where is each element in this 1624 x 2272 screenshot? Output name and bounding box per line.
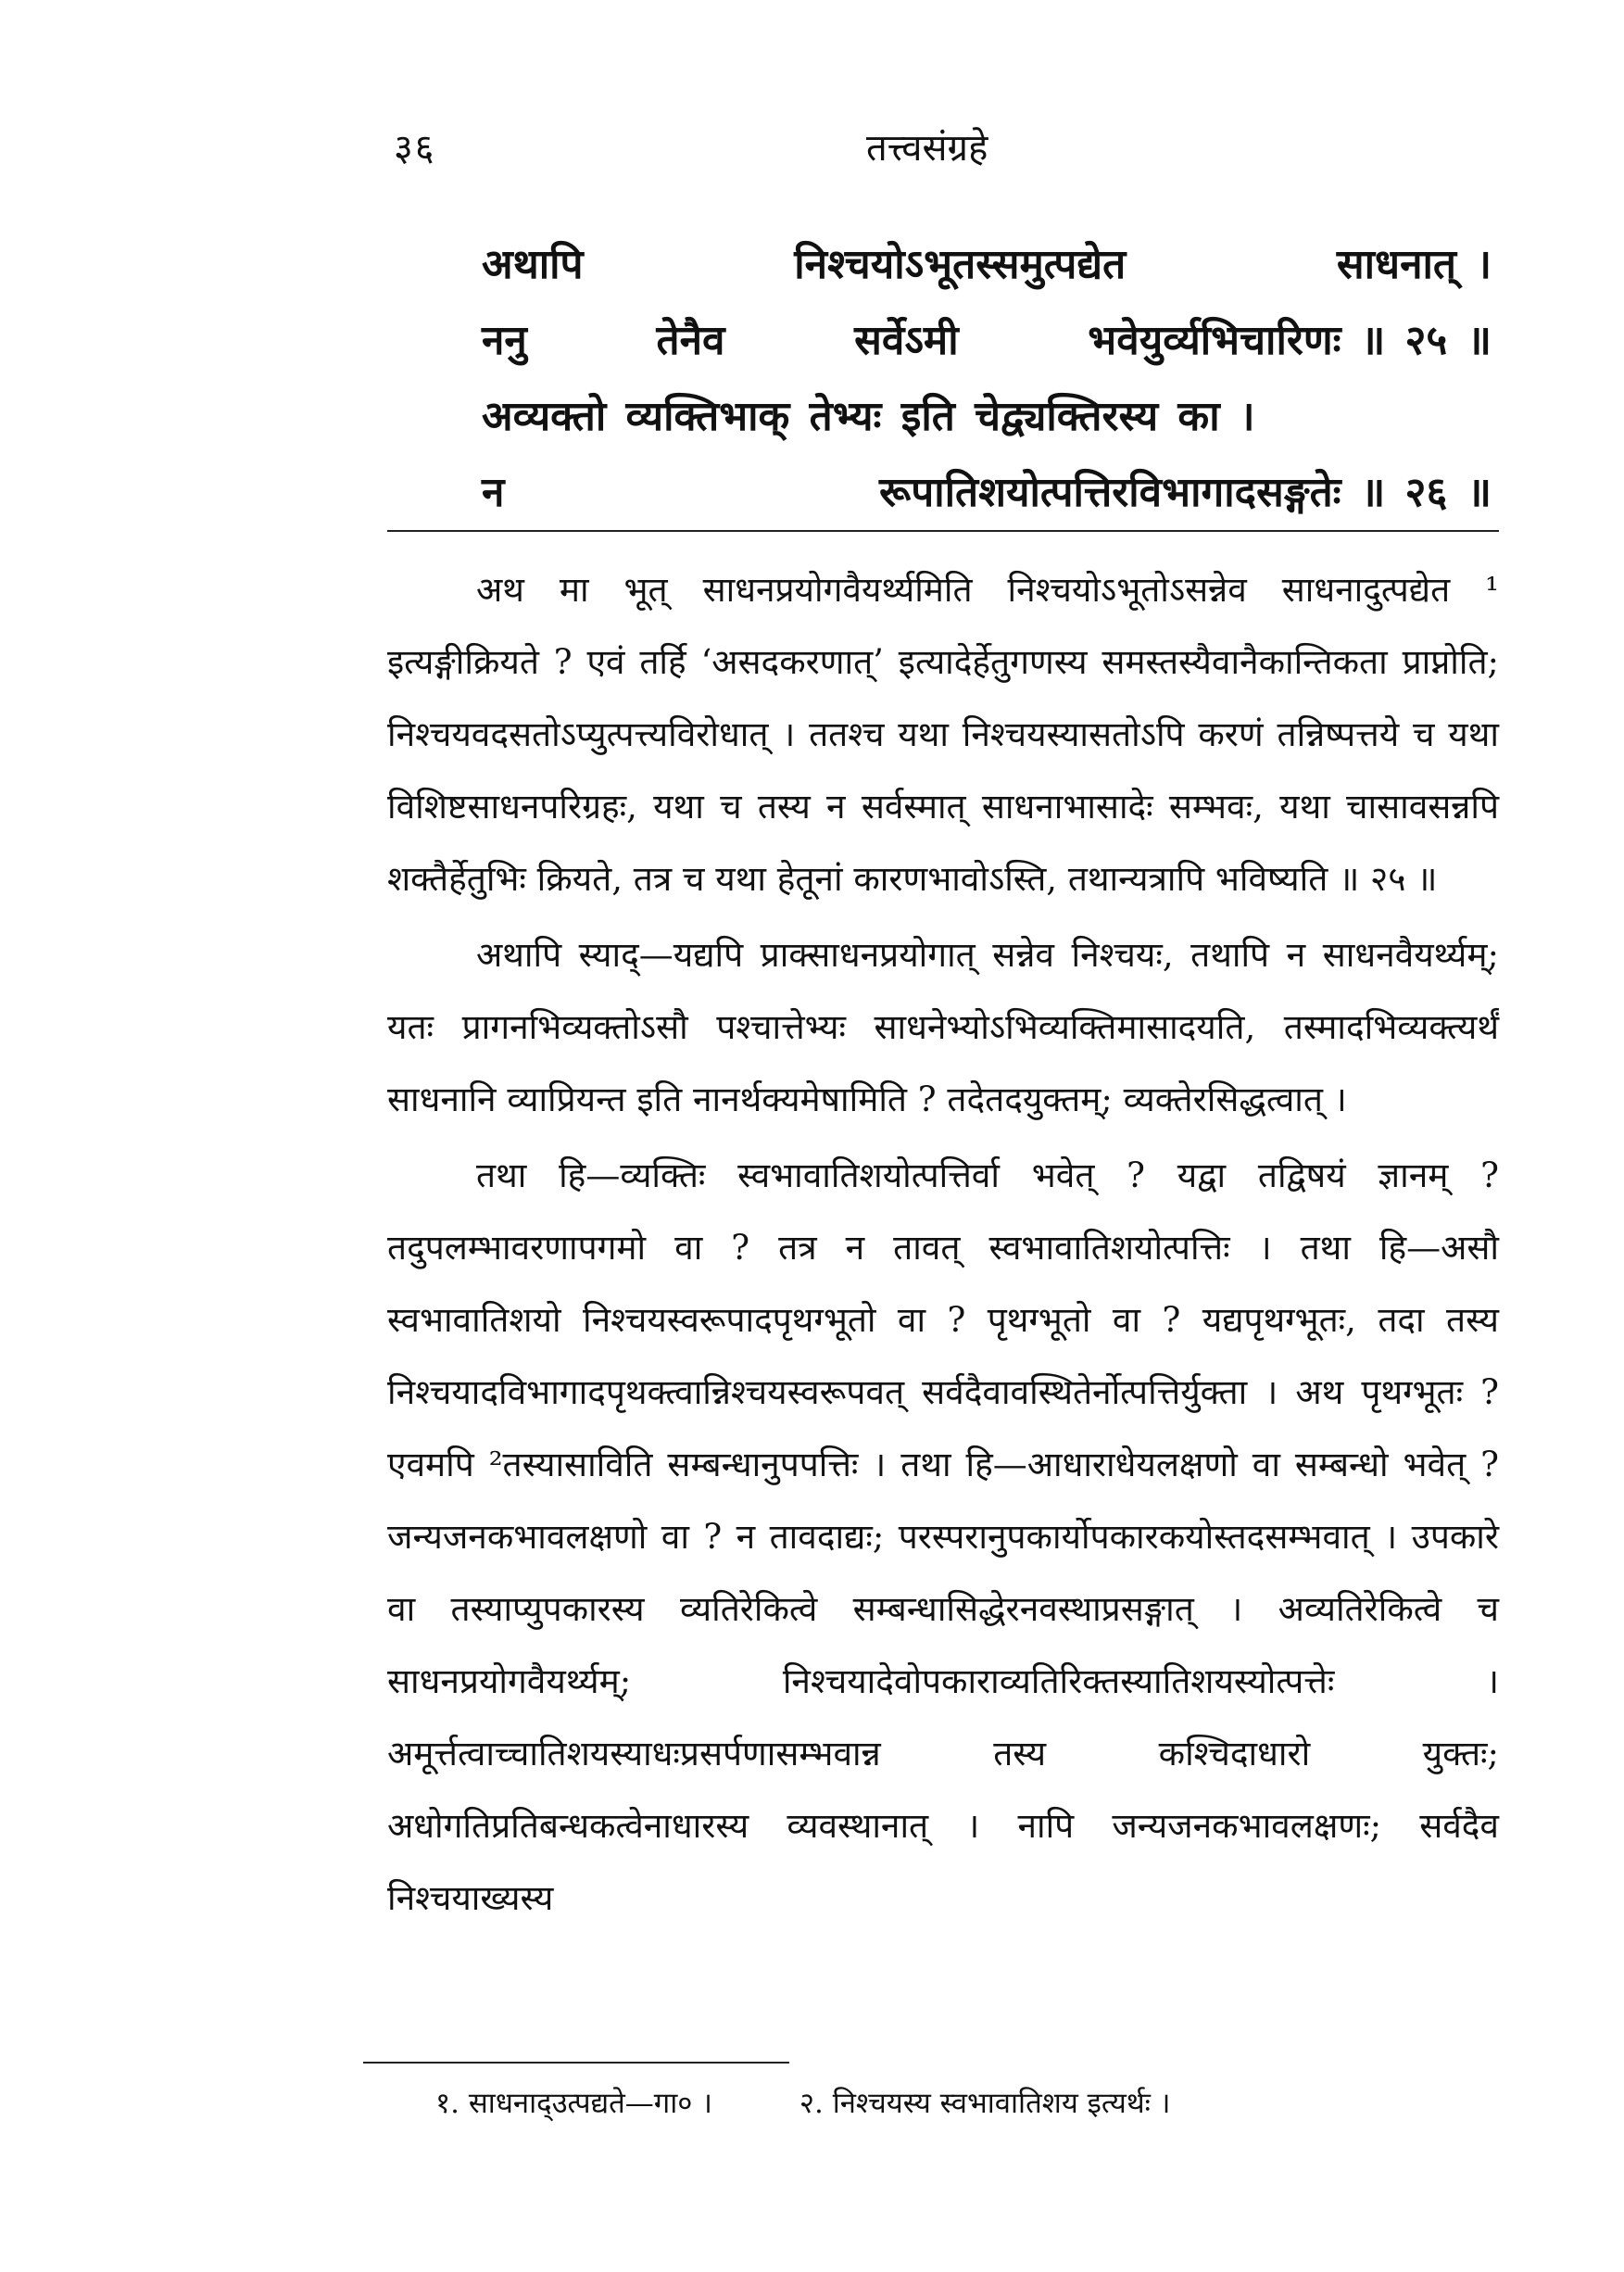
verse-word: रूपातिशयोत्पत्तिरविभागादसङ्गतेः ॥ २६ ॥ bbox=[879, 469, 1492, 516]
verse-divider bbox=[387, 530, 1499, 532]
verse-line-1 bbox=[482, 227, 1492, 303]
verse-word: अव्यक्तो व्यक्तिभाक् तेभ्यः इति चेद्व्यक्तिरस्य का । bbox=[482, 393, 1255, 440]
verse-word: तेनैव bbox=[656, 317, 725, 364]
verse-block bbox=[482, 227, 1492, 531]
verse-word: भवेयुर्व्यभिचारिणः ॥ २५ ॥ bbox=[1088, 317, 1492, 364]
running-title: तत्त्वसंग्रहे bbox=[866, 127, 988, 170]
verse-word: अथापि bbox=[482, 241, 584, 288]
footnote-1: १. साधनाद्उत्पद्यते—गा० । bbox=[435, 2087, 713, 2120]
verse-word: निश्चयोऽभूतस्समुत्पद्येत bbox=[794, 241, 1127, 288]
verse-word: ननु bbox=[482, 317, 527, 364]
verse-line-2 bbox=[482, 303, 1492, 379]
commentary-body bbox=[387, 554, 1499, 1935]
verse-word: साधनात् । bbox=[1336, 241, 1492, 288]
commentary-paragraph-3: तथा हि—व्यक्तिः स्वभावातिशयोत्पत्तिर्वा भवेत् ? यद्वा तद्विषयं ज्ञानम् ? तदुपलम्भावरणापगमो वा ? तत्र न तावत् स्वभावातिशयोत्पत्तिः । तथा हि—असौ स्वभावातिशयो निश्चयस्वरूपादपृथग्भूतो वा ? पृथग्भूतो वा ? यद्यपृथग्भूतः, तदा तस्य निश्चयादविभागादपृथक्त्वान्निश्चयस्वरूपवत् सर्वदैवावस्थितेर्नोत्पत्तिर्युक्ता । अथ पृथग्भूतः ? एवमपि ²तस्यासाविति सम्बन्धानुपपत्तिः । तथा हि—आधाराधेयलक्षणो वा सम्बन्धो भवेत् ? जन्यजनकभावलक्षणो वा ? न तावदाद्यः; परस्परानुपकार्योपकारकयोस्तदसम्भवात् । उपकारे वा तस्याप्युपकारस्य व्यतिरेकित्वे सम्बन्धासिद्धेरनवस्थाप्रसङ्गात् । अव्यतिरेकित्वे च साधनप्रयोगवैयर्थ्यम्; निश्चयादेवोपकाराव्यतिरिक्तस्यातिशयस्योत्पत्तेः । अमूर्त्तत्वाच्चातिशयस्याधःप्रसर्पणासम्भवान्न तस्य कश्चिदाधारो युक्तः; अधोगतिप्रतिबन्धकत्वेनाधारस्य व्यवस्थानात् । नापि जन्यजनकभावलक्षणः; सर्वदैव निश्चयाख्यस्य bbox=[387, 1155, 1499, 1918]
verse-word: सर्वेऽमी bbox=[854, 317, 959, 364]
commentary-paragraph-2: अथापि स्याद्—यद्यपि प्राक्साधनप्रयोगात् सन्नेव निश्चयः, तथापि न साधनवैयर्थ्यम्; यतः प्रागनभिव्यक्तोऽसौ पश्चात्तेभ्यः साधनेभ्योऽभिव्यक्तिमासादयति, तस्मादभिव्यक्त्यर्थं साधनानि व्याप्रियन्त इति नानर्थक्यमेषामिति ? तदेतदयुक्तम्; व्यक्तेरसिद्धत्वात् । bbox=[387, 935, 1499, 1119]
verse-line-4 bbox=[482, 455, 1492, 531]
footnote-2: २. निश्चयस्य स्वभावातिशय इत्यर्थः । bbox=[799, 2087, 1171, 2120]
commentary-paragraph-1: अथ मा भूत् साधनप्रयोगवैयर्थ्यमिति निश्चयोऽभूतोऽसन्नेव साधनादुत्पद्येत ¹ इत्यङ्गीक्रियते ? एवं तर्हि ‘असदकरणात्’ इत्यादेर्हेतुगणस्य समस्तस्यैवानैकान्तिकता प्राप्नोति; निश्चयवदसतोऽप्युत्पत्त्यविरोधात् । ततश्च यथा निश्चयस्यासतोऽपि करणं तन्निष्पत्तये च यथा विशिष्टसाधनपरिग्रहः, यथा च तस्य न सर्वस्मात् साधनाभासादेः सम्भवः, यथा चासावसन्नपि शक्तैर्हेतुभिः क्रियते, तत्र च यथा हेतूनां कारणभावोऽस्ति, तथान्यत्रापि भविष्यति ॥ २५ ॥ bbox=[387, 570, 1499, 899]
page-header bbox=[394, 120, 1505, 176]
page-number: ३६ bbox=[394, 127, 436, 170]
verse-word: न bbox=[482, 469, 505, 516]
verse-line-3 bbox=[482, 379, 1492, 455]
footnotes bbox=[435, 2083, 1501, 2122]
footnote-divider bbox=[363, 2062, 789, 2064]
